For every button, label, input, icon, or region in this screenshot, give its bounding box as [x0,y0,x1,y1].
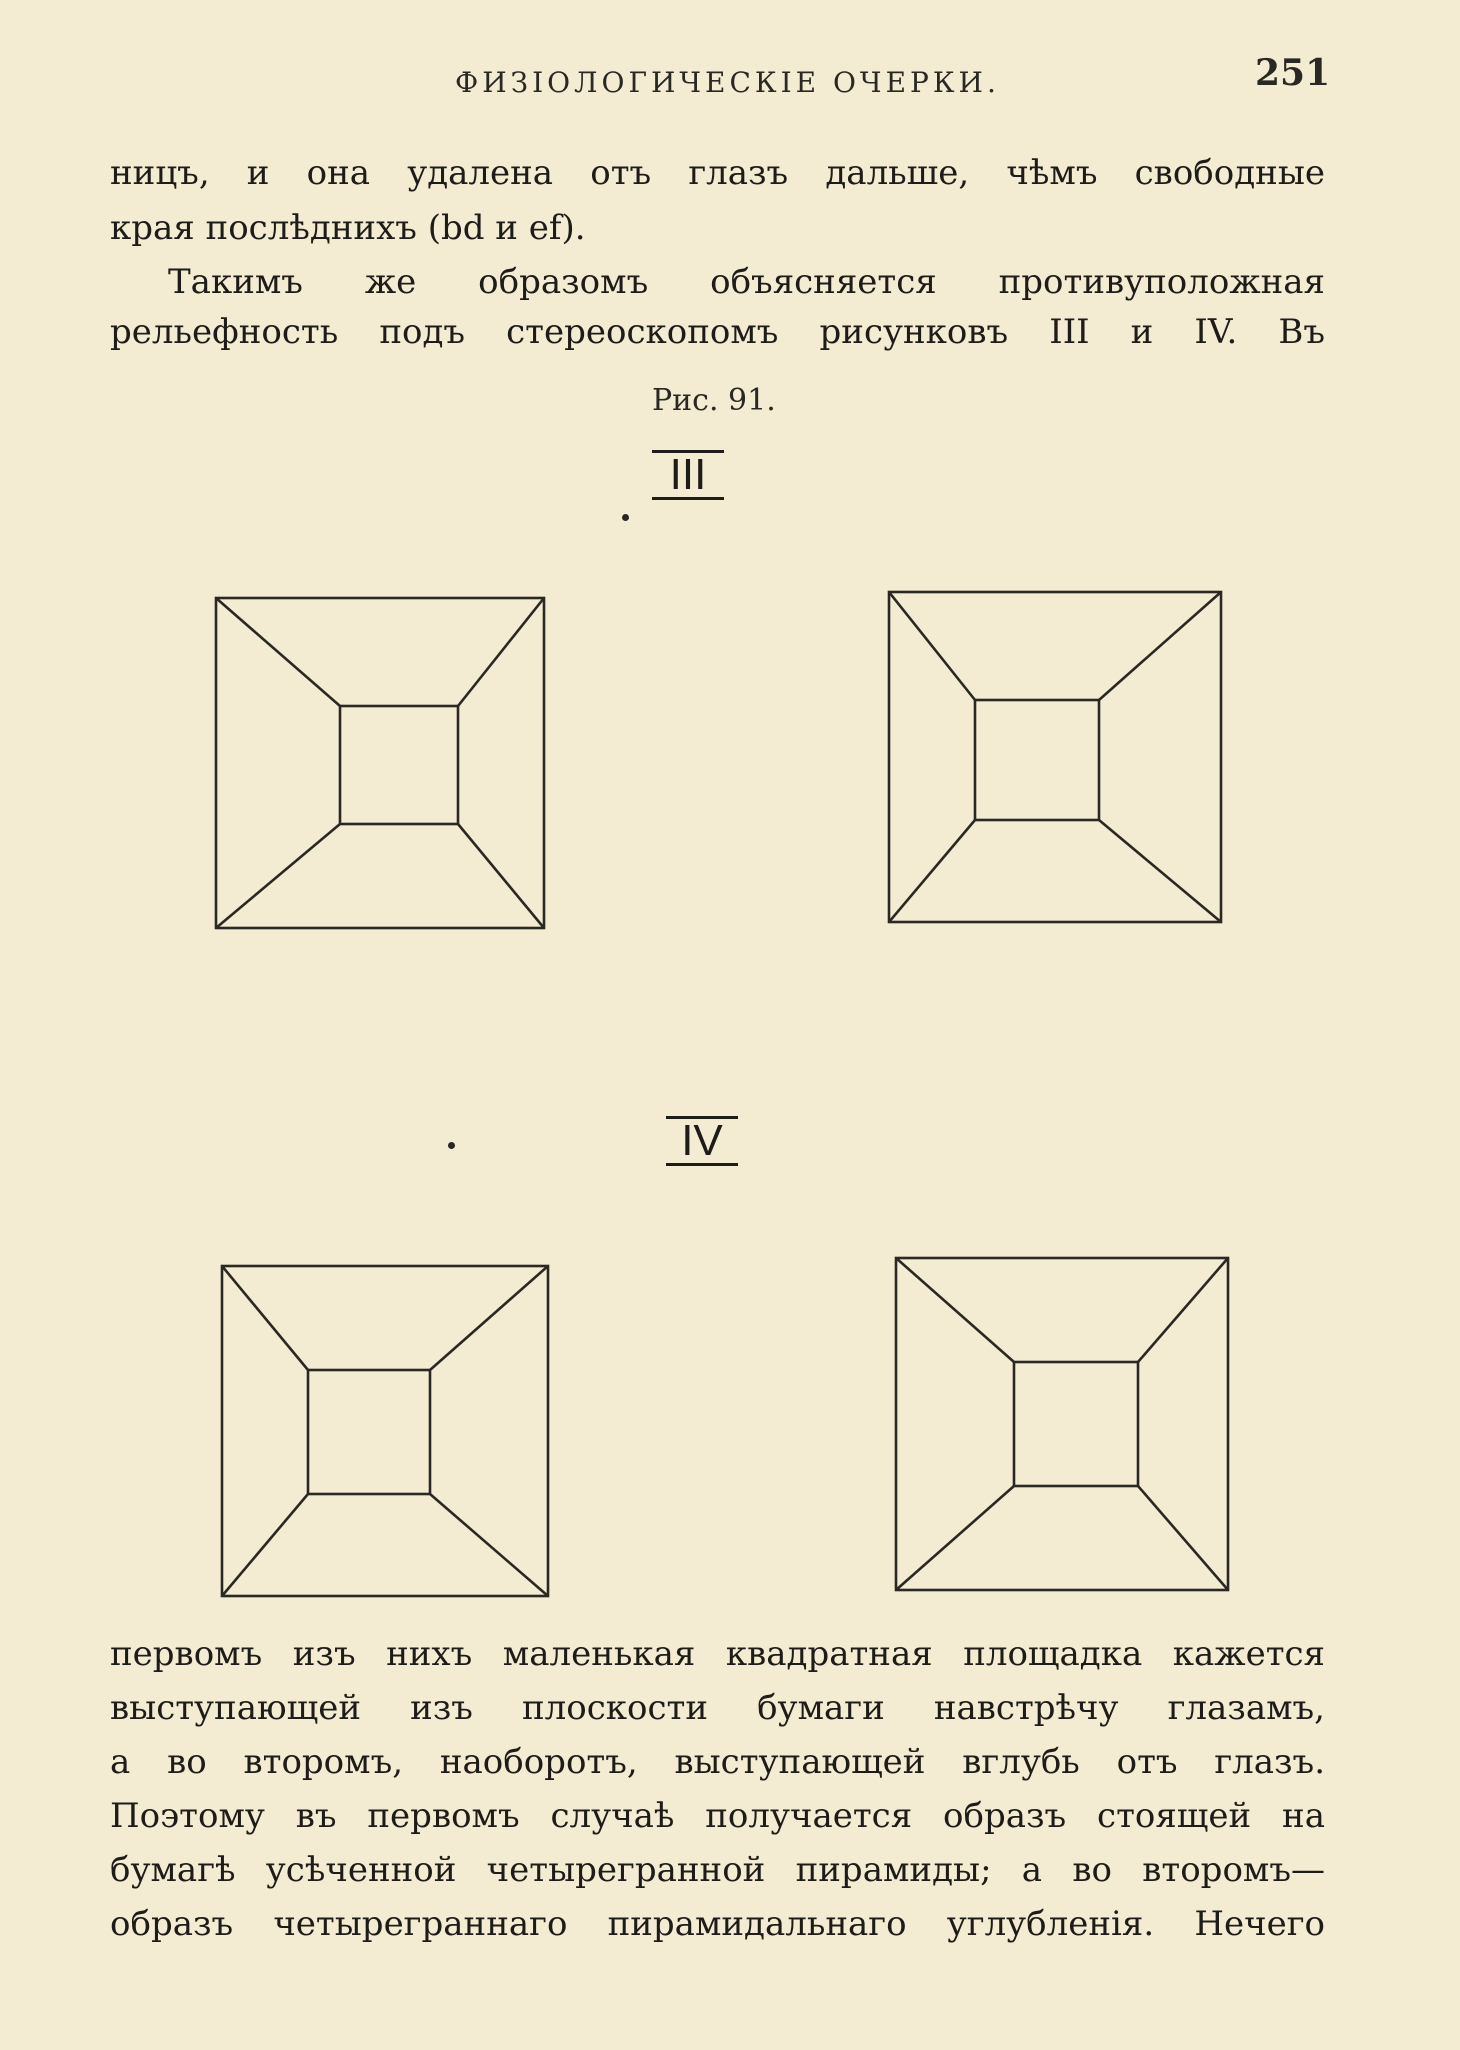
paragraph-line: Такимъ же образомъ объясняется противуположная [168,262,1325,302]
square-diagram-iv-right [892,1254,1232,1594]
figure-caption: Рис. 91. [652,383,776,418]
figure-label-iii: III [652,450,724,500]
square-diagram-iii-left [212,594,548,932]
paragraph-line: края послѣднихъ (bd и ef). [110,208,586,248]
paragraph-line: выступающей изъ плоскости бумаги навстрѣчу глазамъ, [110,1688,1325,1728]
paragraph-line: образъ четыреграннаго пирамидальнаго углубленiя. Нечего [110,1904,1325,1944]
paragraph-line: первомъ изъ нихъ маленькая квадратная площадка кажется [110,1634,1325,1674]
print-speck [622,514,629,521]
paragraph-line: а во второмъ, наоборотъ, выступающей вглубь отъ глазъ. [110,1742,1325,1782]
paragraph-line: рельефность подъ стереоскопомъ рисунковъ III и IV. Въ [110,312,1325,352]
print-speck [448,1142,455,1149]
figure-label-iv: IV [666,1116,738,1166]
square-diagram-iv-left [218,1262,552,1600]
page-number: 251 [1255,52,1331,94]
paragraph-line: ницъ, и она удалена отъ глазъ дальше, чѣмъ свободные [110,153,1325,193]
running-title: ФИЗIОЛОГИЧЕСКIЕ ОЧЕРКИ. [455,66,1000,99]
paragraph-line: бумагѣ усѣченной четырегранной пирамиды; а во второмъ— [110,1850,1325,1890]
paragraph-line: Поэтому въ первомъ случаѣ получается образъ стоящей на [110,1796,1325,1836]
square-diagram-iii-right [885,588,1225,926]
